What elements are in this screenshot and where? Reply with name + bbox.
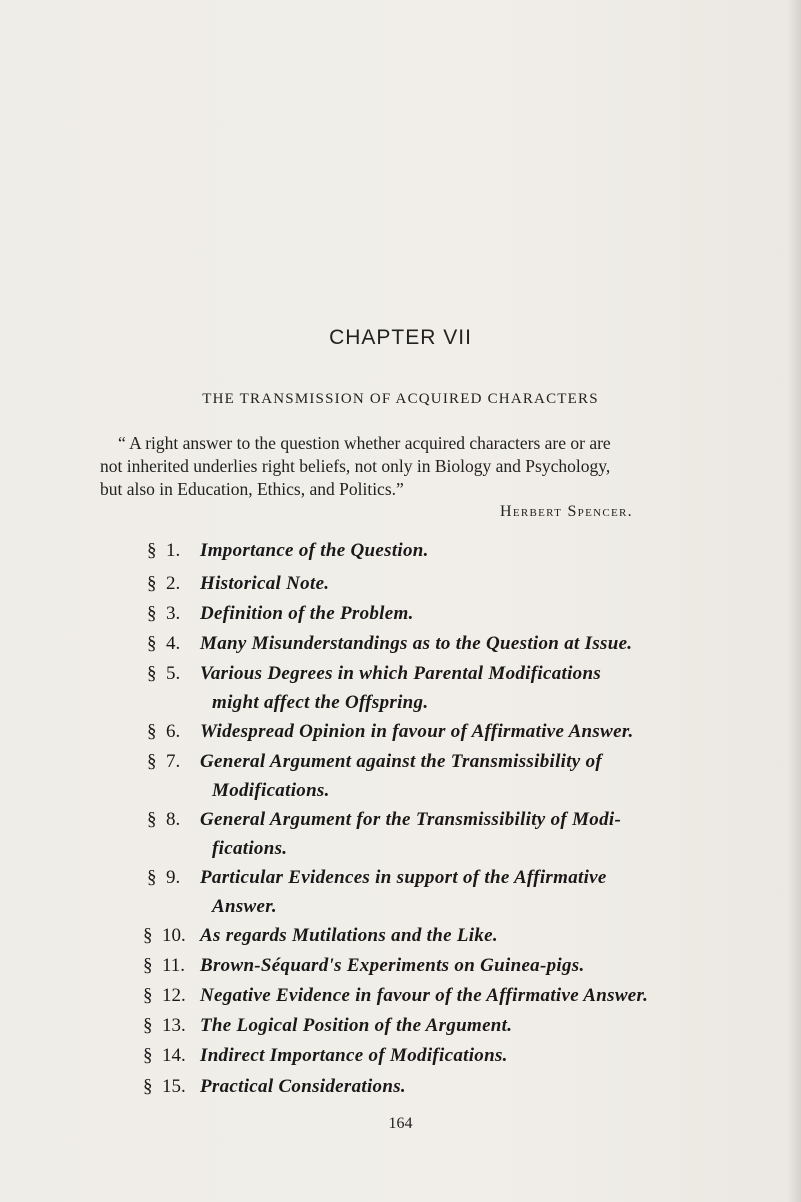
section-number: 13. xyxy=(162,1015,186,1036)
section-title: General Argument for the Transmissibility of Modi- xyxy=(200,809,622,830)
toc-item xyxy=(143,1076,720,1100)
section-title: Brown-Séquard's Experiments on Guinea-pigs. xyxy=(200,955,585,976)
section-number: 2. xyxy=(166,573,181,594)
page-number: 164 xyxy=(388,1115,413,1132)
section-sign: § xyxy=(143,1076,153,1097)
section-title: Indirect Importance of Modifications. xyxy=(200,1045,508,1066)
section-title: General Argument against the Transmissibility of xyxy=(200,751,603,772)
section-number: 3. xyxy=(166,603,181,624)
page-edge-shadow xyxy=(787,0,801,1202)
section-title: As regards Mutilations and the Like. xyxy=(200,925,498,946)
section-sign: § xyxy=(147,603,157,624)
section-number: 12. xyxy=(162,985,186,1006)
section-number: 14. xyxy=(162,1045,186,1066)
section-title: Many Misunderstandings as to the Question at Issue. xyxy=(200,633,633,654)
epigraph-line: not inherited underlies right beliefs, not only in Biology and Psychology, xyxy=(100,456,611,476)
section-title: Importance of the Question. xyxy=(200,540,429,561)
toc-item xyxy=(147,603,720,627)
section-title-continuation: Answer. xyxy=(212,896,277,917)
section-sign: § xyxy=(147,809,157,830)
section-sign: § xyxy=(143,1045,153,1066)
toc-item xyxy=(143,925,720,949)
toc-item xyxy=(147,573,720,597)
toc-item xyxy=(147,809,720,859)
toc-item xyxy=(143,1015,720,1039)
section-title: Historical Note. xyxy=(200,573,330,594)
section-sign: § xyxy=(147,867,157,888)
section-title: Practical Considerations. xyxy=(200,1076,406,1097)
section-sign: § xyxy=(143,1015,153,1036)
toc-item xyxy=(147,663,720,713)
section-sign: § xyxy=(147,751,157,772)
chapter-title: CHAPTER VII xyxy=(329,326,472,349)
section-number: 10. xyxy=(162,925,186,946)
toc-item xyxy=(143,1045,720,1069)
section-sign: § xyxy=(143,985,153,1006)
epigraph-quote xyxy=(100,432,730,501)
section-title: Negative Evidence in favour of the Affirmative Answer. xyxy=(200,985,649,1006)
toc-item xyxy=(147,721,720,745)
section-number: 4. xyxy=(166,633,181,654)
section-title-continuation: might affect the Offspring. xyxy=(212,692,429,713)
chapter-subtitle: THE TRANSMISSION OF ACQUIRED CHARACTERS xyxy=(202,391,599,407)
section-number: 9. xyxy=(166,867,181,888)
section-title-continuation: fications. xyxy=(212,838,288,859)
section-number: 1. xyxy=(166,540,181,561)
section-sign: § xyxy=(147,540,157,561)
epigraph-line: “ A right answer to the question whether acquired characters are or are xyxy=(118,433,611,453)
section-sign: § xyxy=(147,633,157,654)
epigraph-line: but also in Education, Ethics, and Politics.” xyxy=(100,479,404,499)
section-number: 8. xyxy=(166,809,181,830)
section-number: 6. xyxy=(166,721,181,742)
section-title: The Logical Position of the Argument. xyxy=(200,1015,513,1036)
section-title: Widespread Opinion in favour of Affirmative Answer. xyxy=(200,721,634,742)
section-number: 7. xyxy=(166,751,181,772)
section-title-continuation: Modifications. xyxy=(212,780,330,801)
toc-item xyxy=(143,955,720,979)
toc-item xyxy=(147,867,720,917)
section-number: 5. xyxy=(166,663,181,684)
toc-item xyxy=(147,633,720,657)
section-sign: § xyxy=(143,925,153,946)
section-sign: § xyxy=(147,663,157,684)
toc-item xyxy=(147,751,720,801)
section-title: Particular Evidences in support of the Affirmative xyxy=(200,867,607,888)
section-title: Various Degrees in which Parental Modifications xyxy=(200,663,602,684)
section-sign: § xyxy=(147,721,157,742)
toc-item xyxy=(147,540,720,564)
section-number: 15. xyxy=(162,1076,186,1097)
section-sign: § xyxy=(147,573,157,594)
section-sign: § xyxy=(143,955,153,976)
section-number: 11. xyxy=(162,955,186,976)
epigraph-attribution: Herbert Spencer. xyxy=(500,503,633,520)
section-title: Definition of the Problem. xyxy=(200,603,414,624)
toc-item xyxy=(143,985,720,1009)
